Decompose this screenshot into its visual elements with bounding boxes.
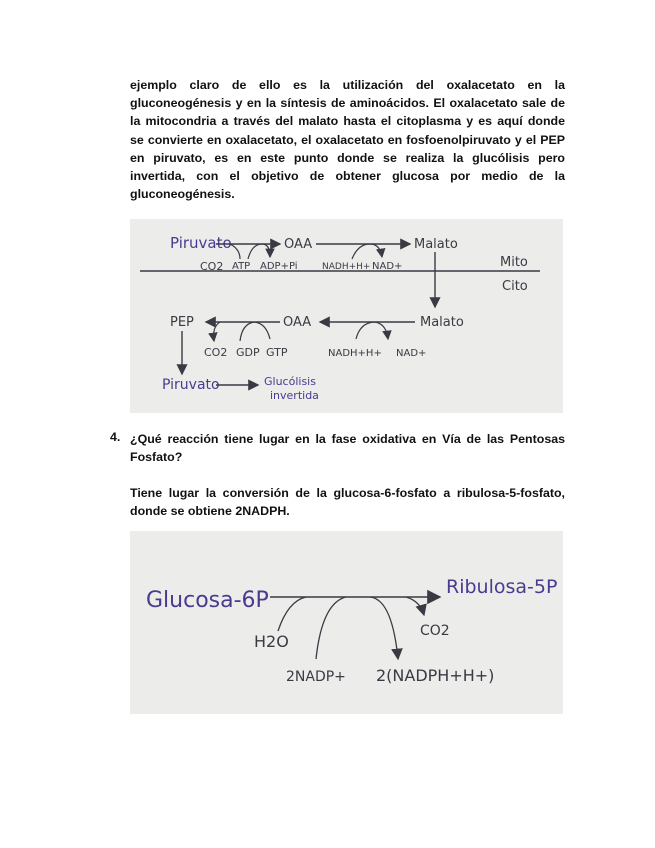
gtp-label: GTP: [266, 346, 288, 359]
nad-top-label: NAD+: [372, 261, 403, 272]
gdp-label: GDP: [236, 346, 260, 359]
h2o-curve: [278, 597, 306, 631]
piruvato-bottom-label: Piruvato: [162, 377, 220, 393]
nadp-curve: [316, 597, 346, 659]
malato-top-label: Malato: [414, 237, 458, 252]
intro-paragraph: [130, 76, 565, 203]
intro-line: ejemplo claro de ello es la utilización del oxalacetato en la: [130, 78, 565, 92]
adp-pi-label: ADP+Pi: [260, 261, 298, 272]
co2-curve-2: [406, 597, 424, 615]
answer-line: Tiene lugar la conversión de la glucosa-6-fosfato a ribulosa-5-fosfato,: [130, 486, 565, 500]
question-number: 4.: [110, 430, 121, 444]
intro-line: en piruvato, es en este punto donde se realiza la glucólisis pero: [130, 150, 565, 165]
question-text: [130, 430, 565, 466]
figure-pentosas-drawing: [130, 531, 563, 714]
answer-paragraph: [130, 484, 565, 520]
atp-curve: [248, 244, 262, 259]
nadph-curve: [370, 597, 398, 659]
co2-top-label: CO2: [200, 260, 224, 273]
figure-gluconeogenesis-drawing: [130, 219, 563, 413]
nadh-bottom-curve: [356, 322, 374, 339]
co2-bottom-curve: [214, 322, 220, 341]
co2-bottom-label: CO2: [204, 346, 228, 359]
nadp-label: 2NADP+: [286, 669, 346, 685]
piruvato-top-label: Piruvato: [170, 234, 232, 252]
pep-label: PEP: [170, 315, 194, 330]
intro-line: gluconeogénesis.: [130, 187, 235, 202]
nadph-label: 2(NADPH+H+): [376, 666, 495, 685]
nad-curve: [370, 244, 382, 257]
intro-line: se convierte en oxalacetato, el oxalacetato en fosfoenolpiruvato y el PEP: [130, 132, 565, 147]
intro-line: gluconeogénesis y en la síntesis de aminoácidos. El oxalacetato sale de: [130, 96, 565, 111]
oaa-top-label: OAA: [284, 237, 313, 252]
nadh-bottom-label: NADH+H+: [328, 348, 382, 359]
intro-line: invertida, con el objetivo de obtener glucosa por medio de la: [130, 169, 565, 184]
glucosa-label: Glucosa-6P: [146, 588, 269, 613]
nad-bottom-label: NAD+: [396, 348, 427, 359]
h2o-label: H2O: [254, 632, 289, 651]
oaa-bottom-label: OAA: [283, 315, 312, 330]
nadh-curve: [352, 244, 370, 259]
cito-label: Cito: [502, 279, 528, 294]
glucolisis-label: Glucólisis: [264, 375, 316, 388]
figure-pentosas: [130, 531, 563, 714]
atp-label: ATP: [232, 261, 251, 272]
nadh-top-label: NADH+H+: [322, 262, 371, 272]
figure-gluconeogenesis: [130, 219, 563, 413]
ribulosa-label: Ribulosa-5P: [446, 576, 558, 598]
answer-line: donde se obtiene 2NADPH.: [130, 504, 290, 519]
question-line: Fosfato?: [130, 450, 183, 465]
malato-bottom-label: Malato: [420, 315, 464, 330]
gdp-curve: [240, 322, 254, 341]
intro-line: la mitocondria a través del malato hasta el citoplasma y es aquí donde: [130, 114, 565, 129]
adp-curve: [262, 244, 270, 257]
gtp-curve: [254, 322, 270, 339]
mito-label: Mito: [500, 255, 528, 270]
question-line: ¿Qué reacción tiene lugar en la fase oxidativa en Vía de las Pentosas: [130, 432, 565, 446]
nad-bottom-curve: [374, 322, 388, 339]
co2-label-2: CO2: [420, 623, 450, 639]
invertida-label: invertida: [270, 389, 319, 402]
